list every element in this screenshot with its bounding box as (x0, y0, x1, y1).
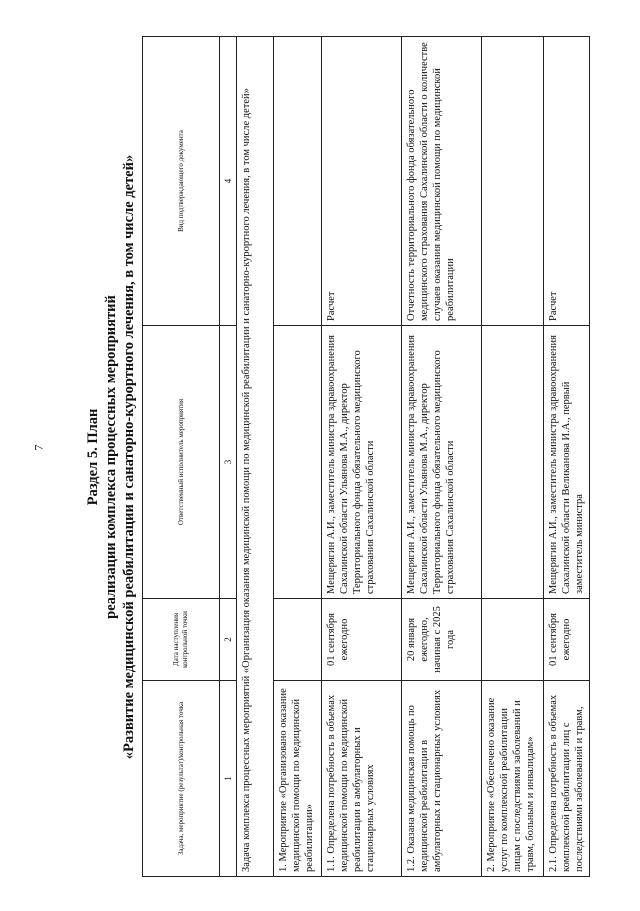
table-row (402, 37, 482, 877)
header-date: Дата наступления контрольной точки (143, 599, 220, 681)
cell-document: Расчет (322, 37, 402, 326)
header-task: Задача, мероприятие (результат)/контрольная точка (143, 681, 220, 877)
cell-task: 1.2. Оказана медицинская помощь по медицинской реабилитации в амбулаторных и стационарных условиях (402, 681, 482, 877)
cell-responsible: Мещерягин А.И., заместитель министра здравоохранения Сахалинской области Ульянова М.А., директор Территориального фонда обязательного медицинского страхования Сахалинской области (322, 326, 402, 599)
column-number: 2 (220, 599, 237, 681)
cell-date: 20 января ежегодно, начиная с 2025 года (402, 599, 482, 681)
page-number: 7 (31, 444, 46, 451)
section-heading (84, 37, 138, 877)
cell-responsible: Мещерягин А.И., заместитель министра здравоохранения Сахалинской области Ульянова М.А., директор Территориального фонда обязательного медицинского страхования Сахалинской области (402, 326, 482, 599)
heading-line-1: Раздел 5. План (85, 408, 101, 506)
cell-date: 01 сентября ежегодно (544, 599, 590, 681)
cell-task: 1.1. Определена потребность в объемах медицинской помощи по медицинской реабилитации в амбулаторных и стационарных условиях (322, 681, 402, 877)
cell-document: Расчет (544, 37, 590, 326)
cell-date (482, 599, 544, 681)
cell-document: Отчетность территориального фонда обязательного медицинского страхования Сахалинской области о количестве случаев оказания медицинской помощи по медицинской реабилитации (402, 37, 482, 326)
cell-responsible: Мещерягин А.И., заместитель министра здравоохранения Сахалинской области Великанова И.А., первый заместитель министра (544, 326, 590, 599)
heading-line-3: «Развитие медицинской реабилитации и санаторно-курортного лечения, в том числе детей» (121, 154, 137, 760)
table-row (482, 37, 544, 877)
cell-responsible (482, 326, 544, 599)
task-row (237, 37, 274, 877)
column-number: 1 (220, 681, 237, 877)
column-number: 4 (220, 37, 237, 326)
rotated-page (50, 37, 590, 877)
header-responsible: Ответственный исполнитель мероприятия (143, 326, 220, 599)
task-cell: Задача комплекса процессных мероприятий «Организация оказания медицинской помощи по медицинской реабилитации и санаторно-курортного лечения, в том числе детей» (237, 37, 274, 877)
cell-task: 2.1. Определена потребность в объемах комплексной реабилитации лиц с последствиями заболеваний и травм, (544, 681, 590, 877)
column-number-row (220, 37, 237, 877)
plan-table (142, 36, 590, 877)
cell-document (274, 37, 322, 326)
cell-date: 01 сентября ежегодно (322, 599, 402, 681)
column-number: 3 (220, 326, 237, 599)
header-row (143, 37, 220, 877)
cell-task: 2. Мероприятие «Обеспечено оказание услуг по комплексной реабилитации лицам с последствиями заболеваний и травм, больным и инвалидам» (482, 681, 544, 877)
cell-document (482, 37, 544, 326)
table-row (274, 37, 322, 877)
cell-date (274, 599, 322, 681)
table-row (322, 37, 402, 877)
table-row (544, 37, 590, 877)
cell-responsible (274, 326, 322, 599)
header-document: Вид подтверждающего документа (143, 37, 220, 326)
heading-line-2: реализации комплекса процессных мероприятий (103, 295, 119, 619)
cell-task: 1. Мероприятие «Организовано оказание медицинской помощи по медицинской реабилитации» (274, 681, 322, 877)
